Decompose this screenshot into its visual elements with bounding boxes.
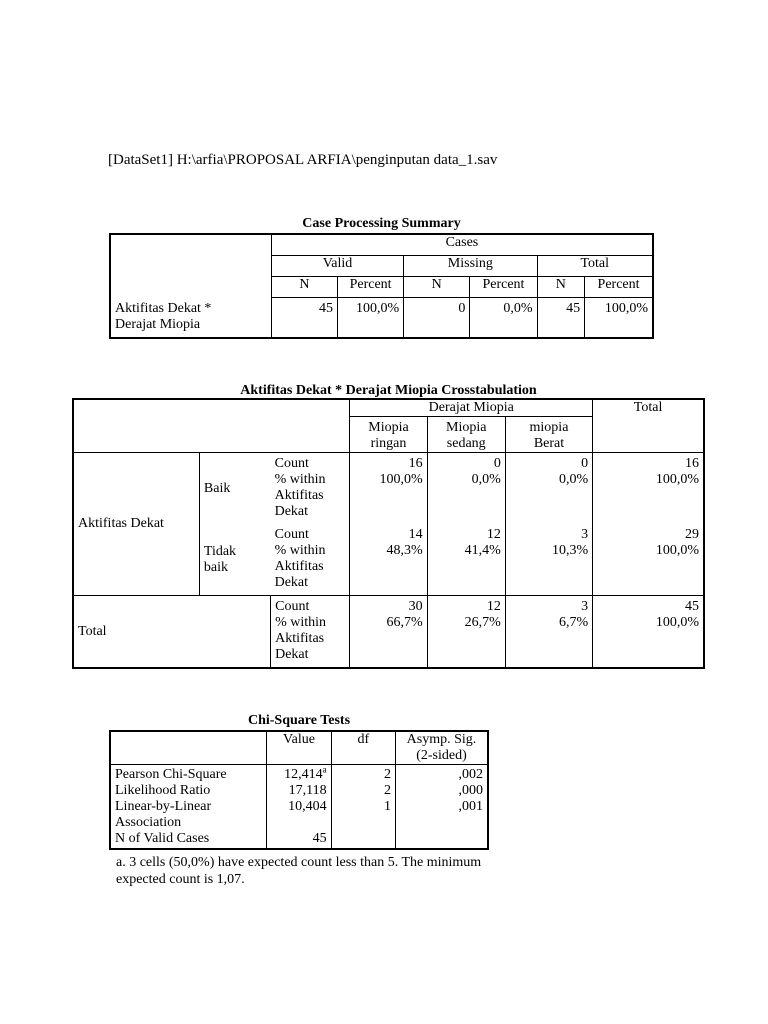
row-pearson-label: Pearson Chi-Square <box>110 765 267 784</box>
n-valid-sig <box>395 831 488 849</box>
baik-pct-total: 100,0% <box>593 472 704 524</box>
total-count-berat: 3 <box>505 596 592 616</box>
linear-value: 10,404 <box>267 799 331 831</box>
likelihood-df: 2 <box>331 783 395 799</box>
baik-count-ringan: 16 <box>350 453 427 473</box>
group-baik: Baik <box>199 453 270 525</box>
cases-header: Cases <box>271 234 653 256</box>
total-count-ringan: 30 <box>350 596 427 616</box>
tidak-baik-count-total: 29 <box>593 524 704 543</box>
chi-square-footnote: a. 3 cells (50,0%) have expected count less than 5. The minimum expected count is 1,07. <box>116 855 482 887</box>
linear-sig: ,001 <box>395 799 488 831</box>
crosstab-title: Aktifitas Dekat * Derajat Miopia Crosstabulation <box>240 383 537 398</box>
col-n: N <box>404 277 470 298</box>
missing-n: 0 <box>404 298 470 338</box>
baik-pct-berat: 0,0% <box>505 472 592 524</box>
case-row-label: Aktifitas Dekat * Derajat Miopia <box>110 298 271 338</box>
stat-count: Count <box>271 596 350 616</box>
derajat-miopia-header: Derajat Miopia <box>350 399 593 417</box>
tidak-baik-count-sedang: 12 <box>427 524 505 543</box>
case-processing-summary-table <box>109 233 654 339</box>
total-pct-ringan: 66,7% <box>350 615 427 668</box>
tidak-baik-pct-ringan: 48,3% <box>350 543 427 596</box>
pearson-sig: ,002 <box>395 765 488 784</box>
col-percent: Percent <box>470 277 537 298</box>
head-df: df <box>331 731 395 765</box>
case-summary-title: Case Processing Summary <box>302 216 461 231</box>
tidak-baik-pct-sedang: 41,4% <box>427 543 505 596</box>
pearson-df: 2 <box>331 765 395 784</box>
col-miopia-berat: miopia Berat <box>505 417 592 453</box>
col-percent: Percent <box>337 277 403 298</box>
total-n: 45 <box>537 298 585 338</box>
row-n-valid-label: N of Valid Cases <box>110 831 267 849</box>
stat-count: Count <box>271 453 350 473</box>
likelihood-sig: ,000 <box>395 783 488 799</box>
baik-pct-ringan: 100,0% <box>350 472 427 524</box>
crosstabulation-table <box>72 398 705 669</box>
row-total-label: Total <box>73 596 271 669</box>
row-linear-label: Linear-by-Linear Association <box>110 799 267 831</box>
n-valid-df <box>331 831 395 849</box>
total-count-total: 45 <box>593 596 704 616</box>
baik-count-berat: 0 <box>505 453 592 473</box>
baik-count-sedang: 0 <box>427 453 505 473</box>
tidak-baik-count-berat: 3 <box>505 524 592 543</box>
stat-pct-within: % within Aktifitas Dekat <box>271 615 350 668</box>
col-miopia-ringan: Miopia ringan <box>350 417 427 453</box>
n-valid-value: 45 <box>267 831 331 849</box>
tidak-baik-pct-berat: 10,3% <box>505 543 592 596</box>
chi-square-title: Chi-Square Tests <box>247 713 351 728</box>
valid-n: 45 <box>271 298 337 338</box>
tidak-baik-pct-total: 100,0% <box>593 543 704 596</box>
head-value: Value <box>267 731 331 765</box>
likelihood-value: 17,118 <box>267 783 331 799</box>
stat-count: Count <box>271 524 350 543</box>
linear-df: 1 <box>331 799 395 831</box>
col-percent: Percent <box>585 277 653 298</box>
total-header: Total <box>593 399 704 417</box>
group-total: Total <box>537 256 653 277</box>
dataset-path: [DataSet1] H:\arfia\PROPOSAL ARFIA\penginputan data_1.sav <box>108 152 498 168</box>
stat-pct-within: % within Aktifitas Dekat <box>271 543 350 596</box>
total-pct-sedang: 26,7% <box>427 615 505 668</box>
valid-percent: 100,0% <box>337 298 403 338</box>
col-miopia-sedang: Miopia sedang <box>427 417 505 453</box>
total-percent: 100,0% <box>585 298 653 338</box>
col-n: N <box>537 277 585 298</box>
total-pct-total: 100,0% <box>593 615 704 668</box>
group-valid: Valid <box>271 256 403 277</box>
baik-pct-sedang: 0,0% <box>427 472 505 524</box>
missing-percent: 0,0% <box>470 298 537 338</box>
pearson-value: 12,414$^a$ <box>267 765 331 784</box>
chi-square-table <box>109 730 489 850</box>
group-tidak-baik: Tidak baik <box>199 524 270 596</box>
row-likelihood-label: Likelihood Ratio <box>110 783 267 799</box>
row-var-aktifitas-dekat: Aktifitas Dekat <box>73 453 199 596</box>
tidak-baik-count-ringan: 14 <box>350 524 427 543</box>
stat-pct-within: % within Aktifitas Dekat <box>271 472 350 524</box>
total-pct-berat: 6,7% <box>505 615 592 668</box>
baik-count-total: 16 <box>593 453 704 473</box>
head-asymp-sig: Asymp. Sig. (2-sided) <box>395 731 488 765</box>
group-missing: Missing <box>404 256 537 277</box>
col-n: N <box>271 277 337 298</box>
total-count-sedang: 12 <box>427 596 505 616</box>
